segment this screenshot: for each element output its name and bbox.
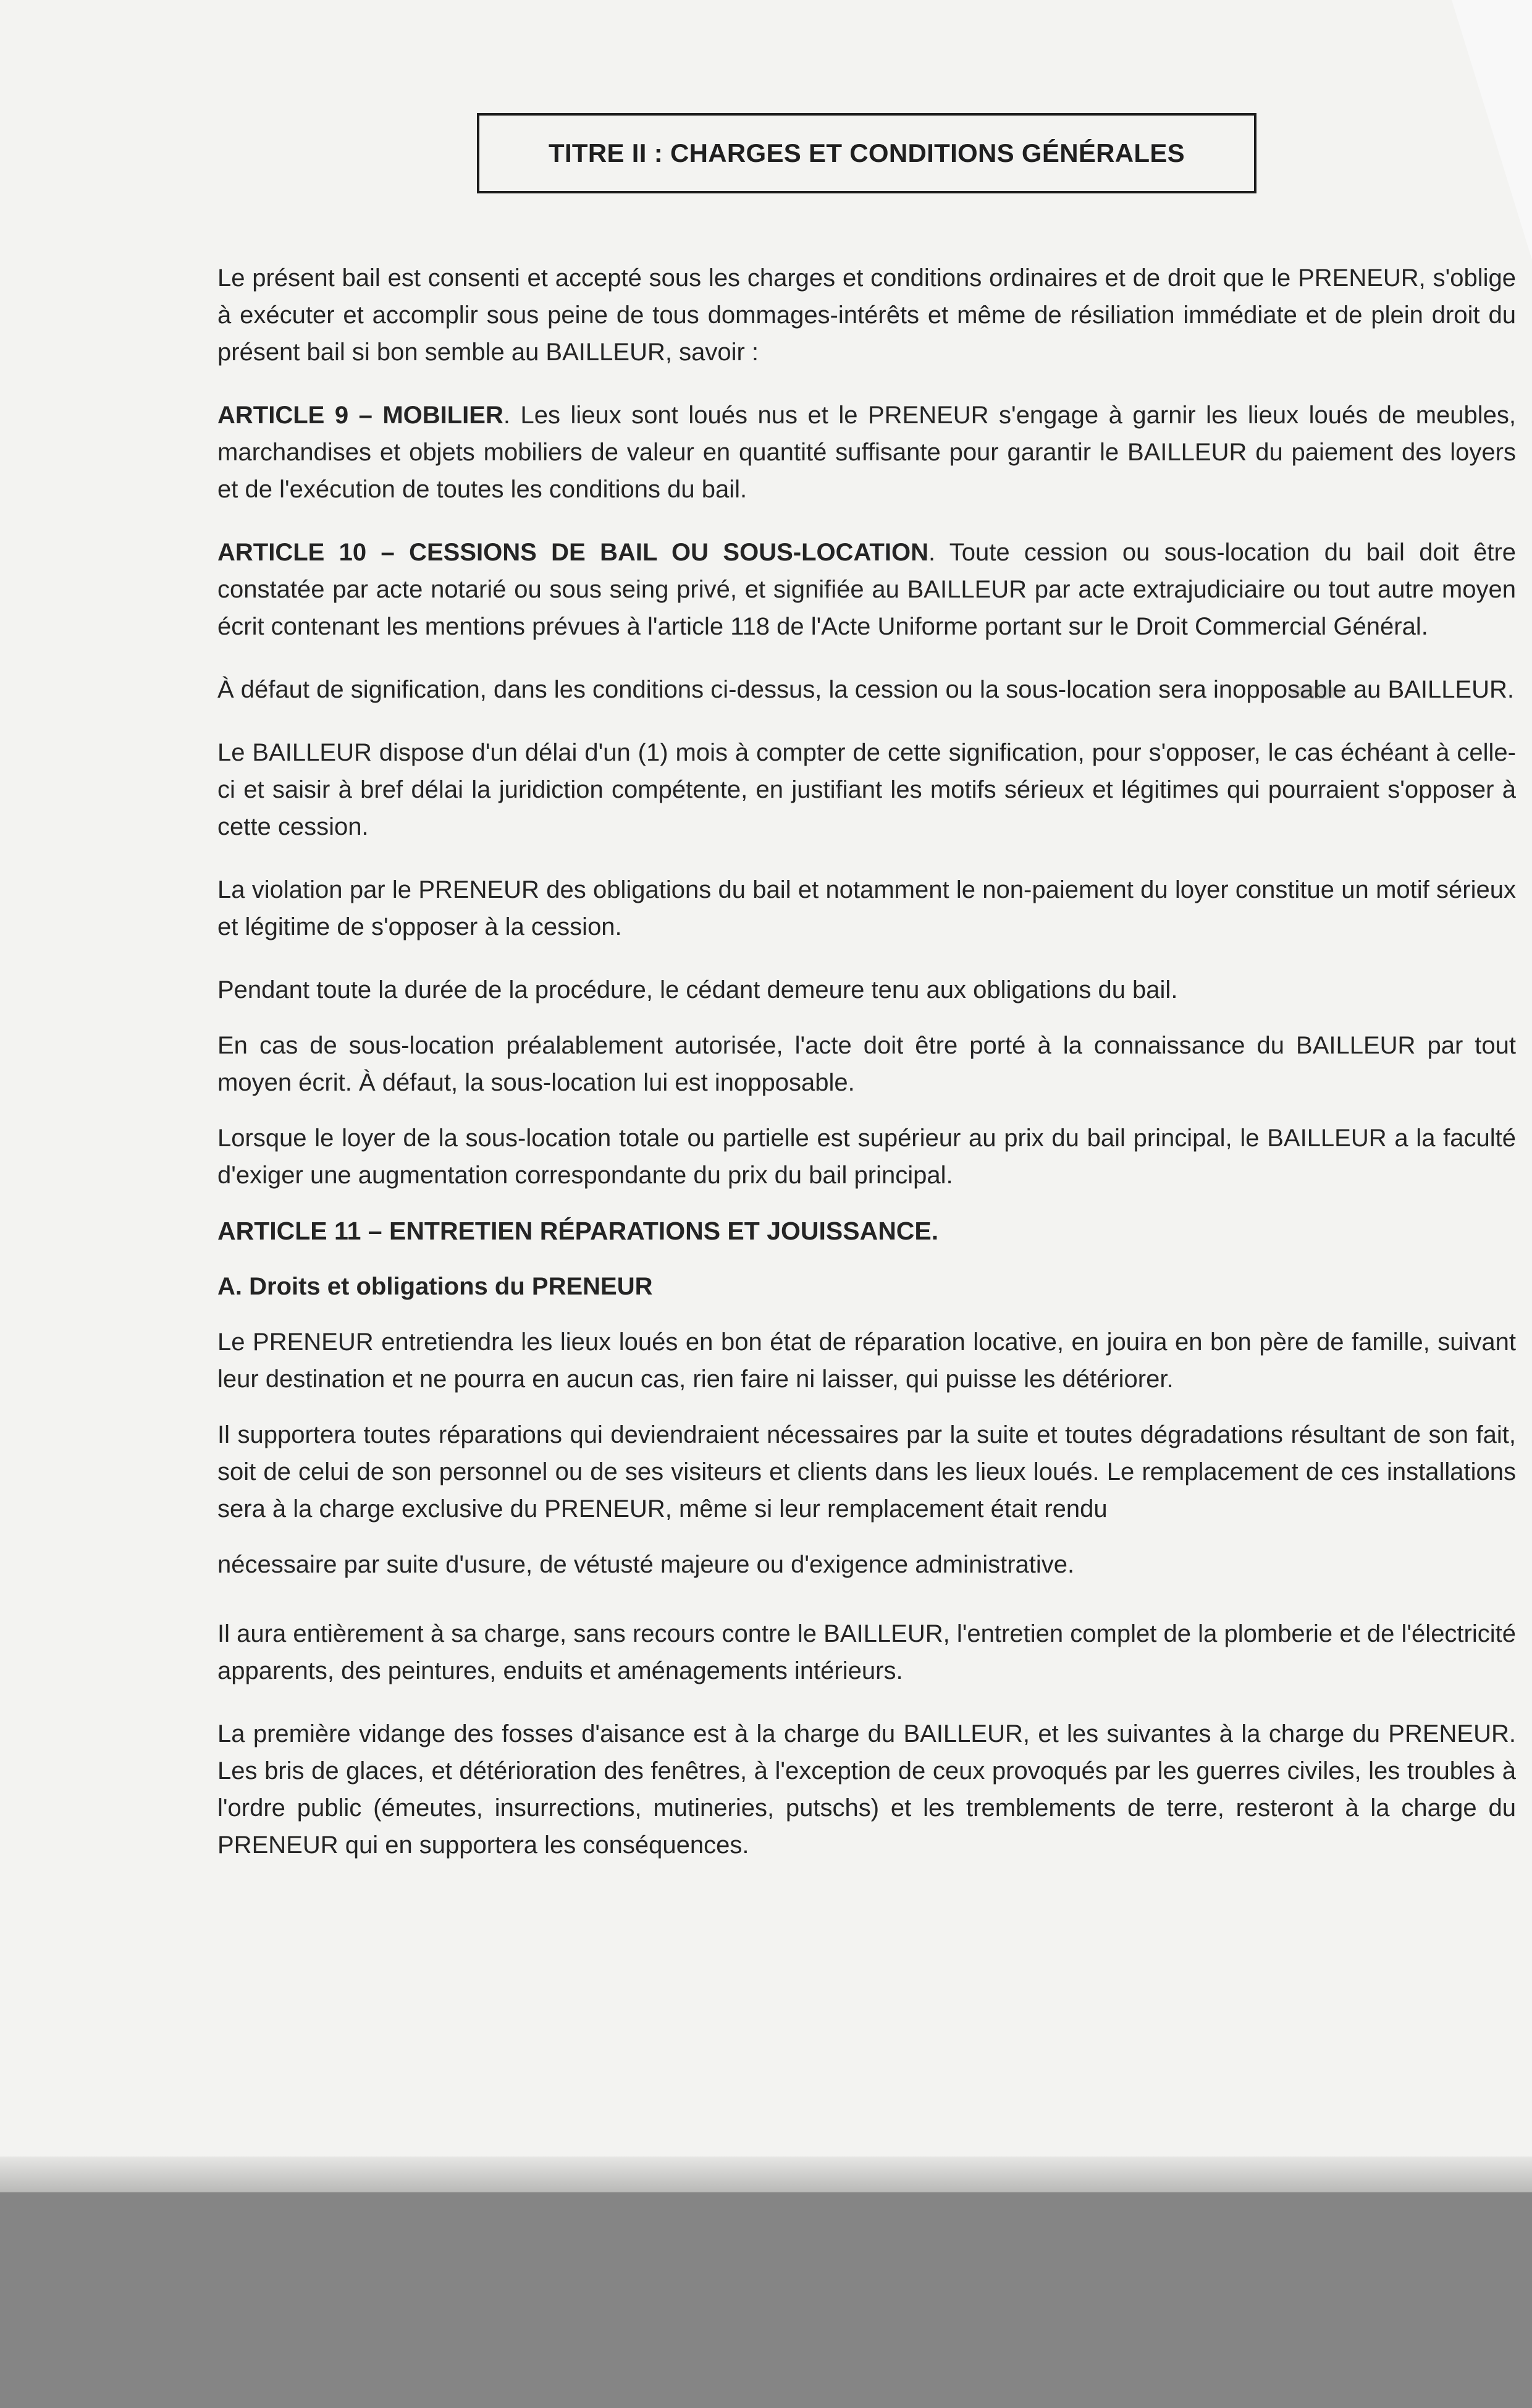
folded-corner — [1452, 0, 1532, 260]
intro-paragraph: Le présent bail est consenti et accepté sous les charges et conditions ordinaires et de droit que le PRENEUR, s'oblige à exécuter et accomplir sous peine de tous dommages-intérêts et même de résiliation immédiate et de plein droit du présent bail si bon semble au BAILLEUR, savoir : — [217, 264, 1516, 366]
article-11-paragraph-5: La première vidange des fosses d'aisance est à la charge du BAILLEUR, et les suivantes à la charge du PRENEUR. Les bris de glaces, et détérioration des fenêtres, à l'exception de ceux provoqués par les guerres civiles, les troubles à l'ordre public (émeutes, insurrections, mutineries, putschs) et les tremblements de terre, resteront à la charge du PRENEUR qui en supportera les conséquences. — [217, 1720, 1516, 1859]
article-11-paragraph-4: Il aura entièrement à sa charge, sans recours contre le BAILLEUR, l'entretien complet de la plomberie et de l'électricité apparents, des peintures, enduits et aménagements intérieurs. — [217, 1620, 1516, 1684]
article-10-paragraph-7: Lorsque le loyer de la sous-location totale ou partielle est supérieur au prix du bail principal, le BAILLEUR a la faculté d'exiger une augmentation correspondante du prix du bail principal. — [217, 1125, 1516, 1189]
title-box — [477, 113, 1256, 193]
document-body — [217, 260, 1516, 1890]
article-9-paragraph — [217, 397, 1516, 508]
article-11-paragraph-2: Il supportera toutes réparations qui deviendraient nécessaires par la suite et toutes dégradations résultant de son fait, soit de celui de son personnel ou de ses visiteurs et clients dans les lieux loués. Le remplacement de ces installations sera à la charge exclusive du PRENEUR, même si leur remplacement était rendu — [217, 1421, 1516, 1523]
article-11-paragraph-1: Le PRENEUR entretiendra les lieux loués en bon état de réparation locative, en jouira en bon père de famille, suivant leur destination et ne pourra en aucun cas, rien faire ni laisser, qui puisse les détériorer. — [217, 1329, 1516, 1393]
article-10-paragraph-3: Le BAILLEUR dispose d'un délai d'un (1) mois à compter de cette signification, pour s'opposer, le cas échéant à celle-ci et saisir à bref délai la juridiction compétente, en justifiant les motifs sérieux et légitimes qui pourraient s'opposer à cette cession. — [217, 739, 1516, 840]
article-9-text: . Les lieux sont loués nus et le PRENEUR s'engage à garnir les lieux loués de meubles, marchandises et objets mobiliers de valeur en quantité suffisante pour garantir le BAILLEUR du paiement des loyers et de l'exécution de toutes les conditions du bail. — [217, 402, 1517, 503]
article-10-text: . Toute cession ou sous-location du bail doit être constatée par acte notarié ou sous seing privé, et signifiée au BAILLEUR par acte extrajudiciaire ou tout autre moyen écrit contenant les mentions prévues à l'article 118 de l'Acte Uniforme portant sur le Droit Commercial Général. — [217, 539, 1517, 640]
article-11-subheading: A. Droits et obligations du PRENEUR — [217, 1273, 653, 1300]
scan-background — [0, 2192, 1532, 2408]
article-10-paragraph-5: Pendant toute la durée de la procédure, le cédant demeure tenu aux obligations du bail. — [217, 976, 1178, 1003]
article-9-heading: ARTICLE 9 – MOBILIER — [217, 402, 503, 429]
article-10-paragraph-2: À défaut de signification, dans les conditions ci-dessus, la cession ou la sous-location sera inopposable au BAILLEUR. — [217, 676, 1515, 703]
article-10-paragraph-4: La violation par le PRENEUR des obligations du bail et notamment le non-paiement du loyer constitue un motif sérieux et légitime de s'opposer à la cession. — [217, 876, 1516, 940]
article-10-heading: ARTICLE 10 – CESSIONS DE BAIL OU SOUS-LOCATION — [217, 539, 928, 566]
article-11-paragraph-3: nécessaire par suite d'usure, de vétusté majeure ou d'exigence administrative. — [217, 1551, 1075, 1578]
article-10-paragraph-6: En cas de sous-location préalablement autorisée, l'acte doit être porté à la connaissance du BAILLEUR par tout moyen écrit. À défaut, la sous-location lui est inopposable. — [217, 1032, 1516, 1096]
paper-bottom-edge — [0, 2157, 1532, 2192]
article-10-paragraph — [217, 534, 1516, 645]
page-title: TITRE II : CHARGES ET CONDITIONS GÉNÉRALES — [549, 138, 1185, 167]
article-11-heading: ARTICLE 11 – ENTRETIEN RÉPARATIONS ET JOUISSANCE. — [217, 1217, 939, 1245]
